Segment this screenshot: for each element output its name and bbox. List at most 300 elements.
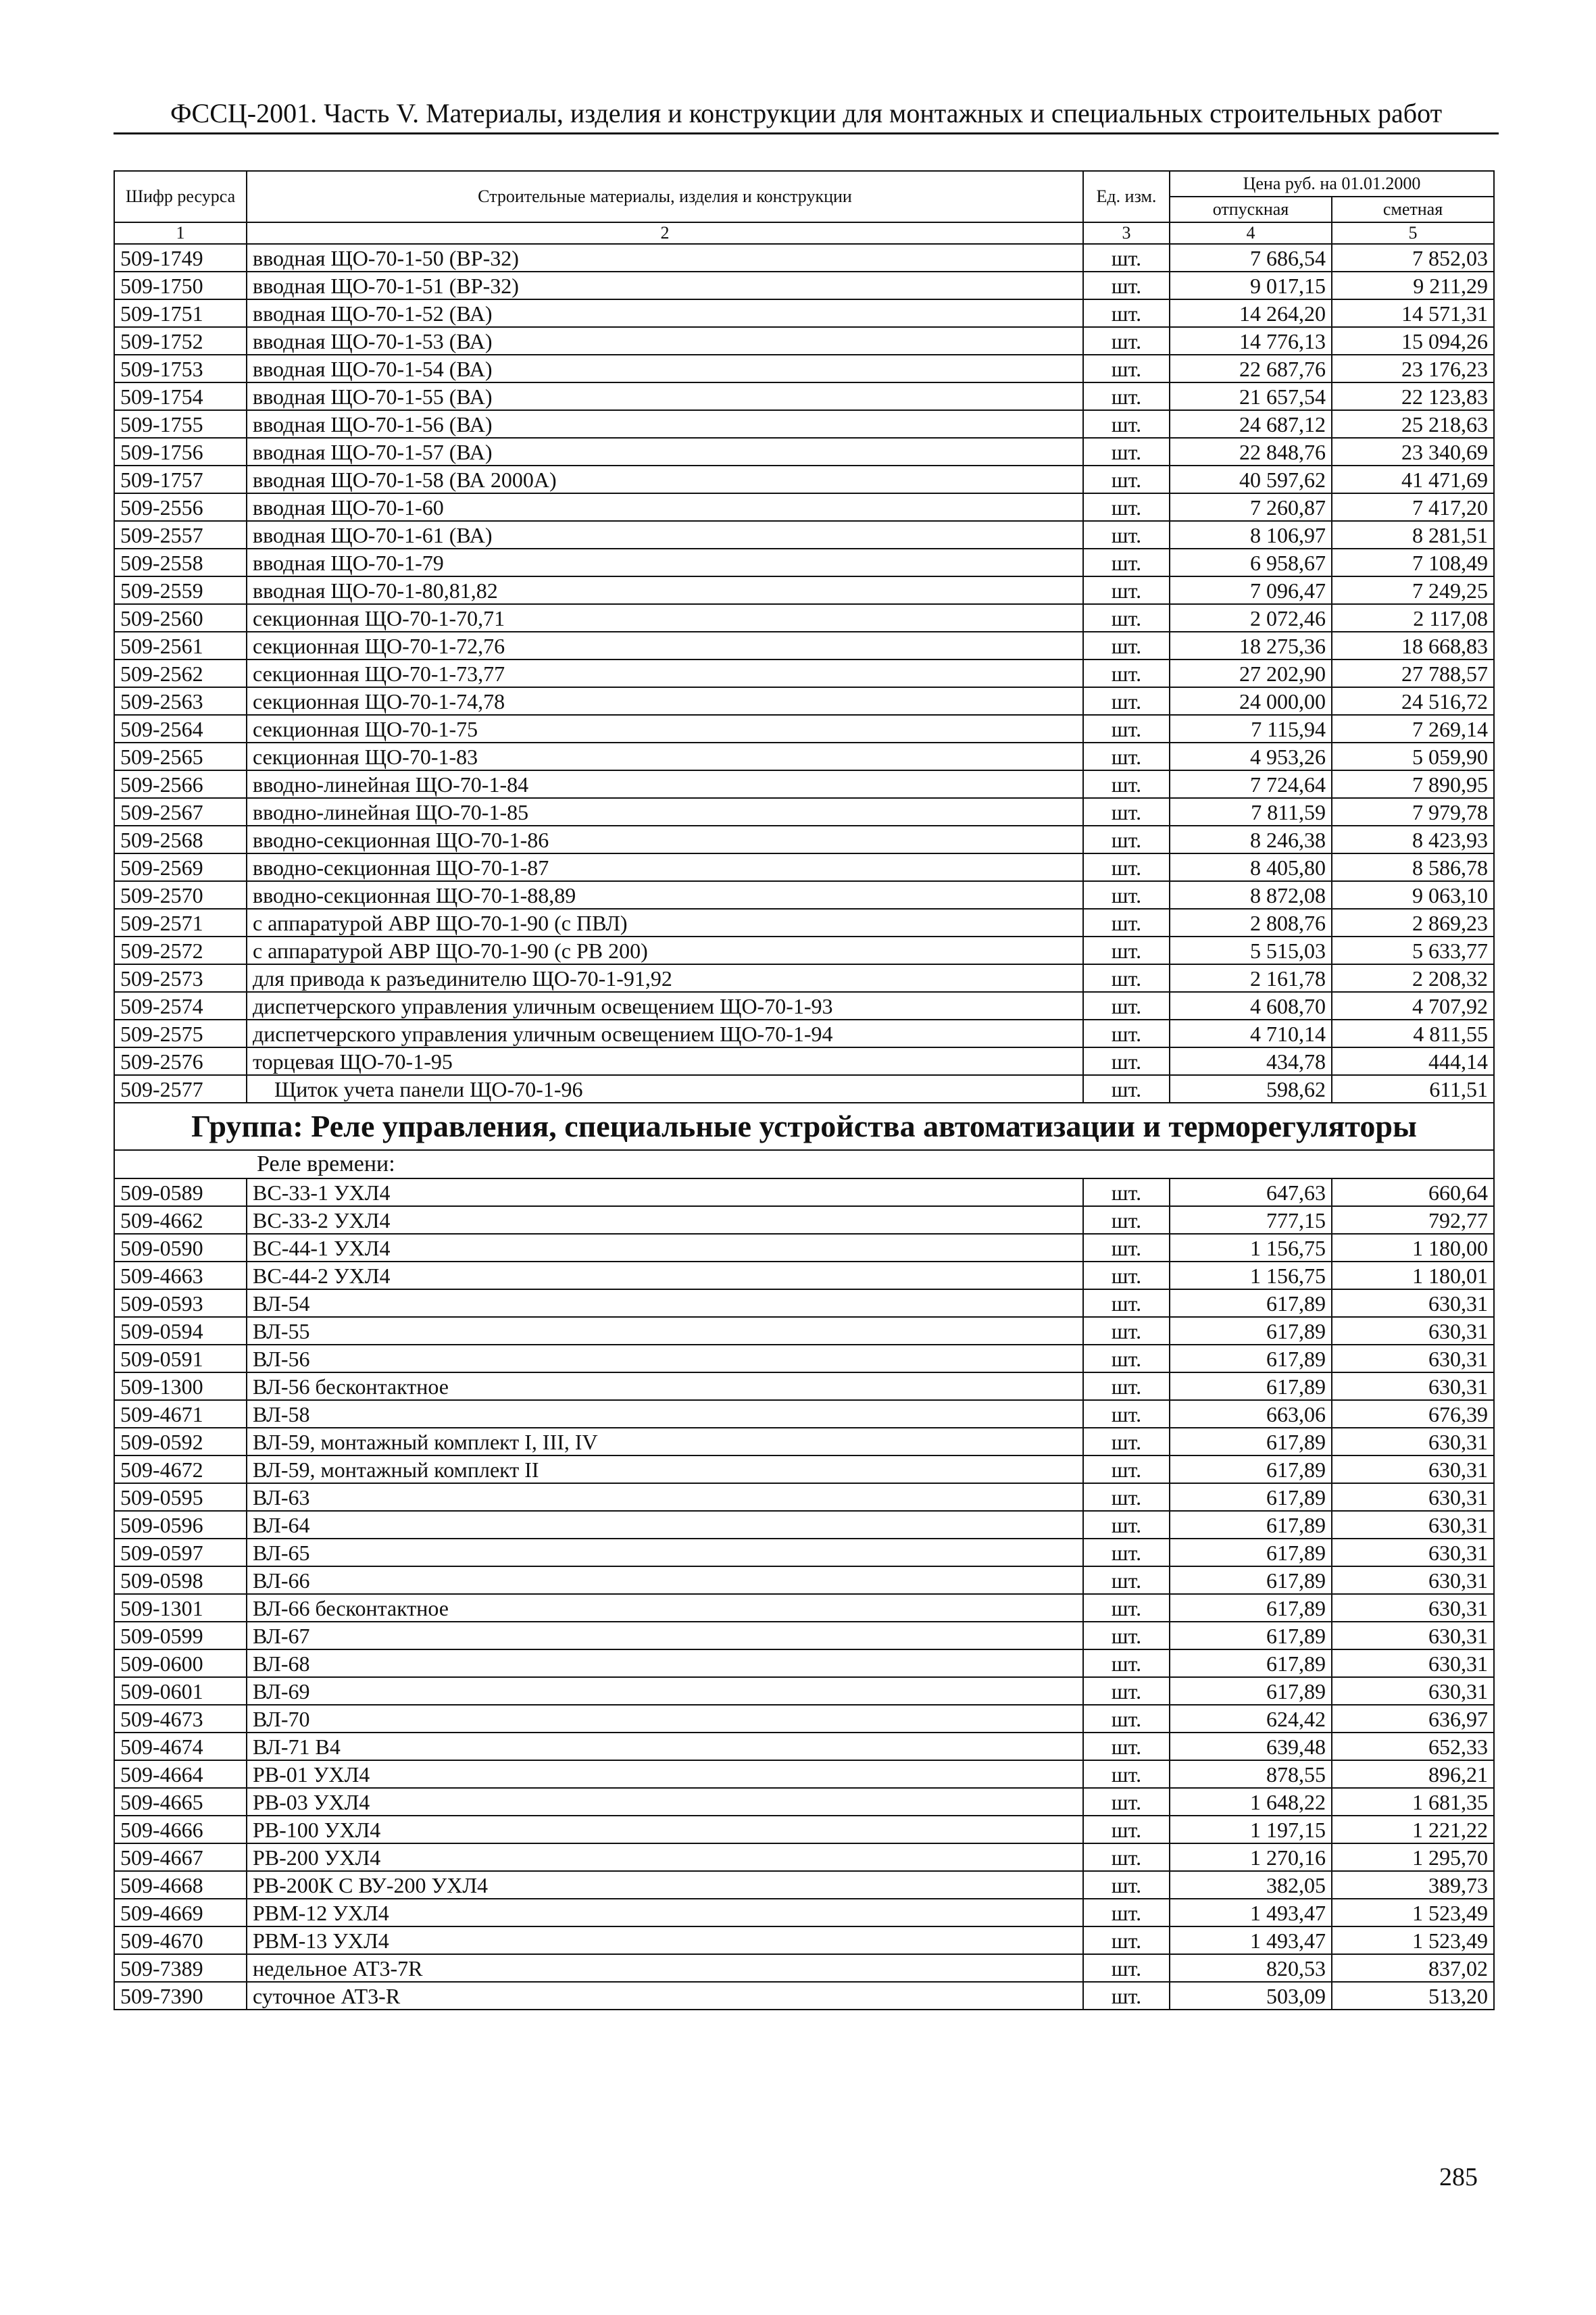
- cell-unit: шт.: [1083, 632, 1170, 659]
- cell-code: 509-0590: [114, 1234, 247, 1262]
- cell-name: вводная ЩО-70-1-60: [247, 493, 1083, 521]
- table-row: [114, 1483, 1494, 1511]
- table-row: [114, 659, 1494, 687]
- cell-estimate-price: 18 668,83: [1332, 632, 1494, 659]
- cell-release-price: 18 275,36: [1170, 632, 1332, 659]
- table-row: [114, 992, 1494, 1020]
- cell-code: 509-0596: [114, 1511, 247, 1539]
- cell-unit: шт.: [1083, 1622, 1170, 1649]
- cell-release-price: 2 161,78: [1170, 964, 1332, 992]
- cell-release-price: 9 017,15: [1170, 272, 1332, 299]
- cell-code: 509-1753: [114, 355, 247, 382]
- table-row: [114, 1262, 1494, 1289]
- cell-unit: шт.: [1083, 1075, 1170, 1103]
- cell-code: 509-4672: [114, 1455, 247, 1483]
- cell-unit: шт.: [1083, 1871, 1170, 1899]
- table-row: [114, 1733, 1494, 1760]
- cell-estimate-price: 2 208,32: [1332, 964, 1494, 992]
- table-row: [114, 1372, 1494, 1400]
- cell-code: 509-2560: [114, 604, 247, 632]
- col-unit-header: Ед. изм.: [1083, 171, 1170, 222]
- cell-code: 509-2557: [114, 521, 247, 549]
- col-price-header: Цена руб. на 01.01.2000: [1170, 171, 1494, 197]
- table-row: [114, 1345, 1494, 1372]
- cell-code: 509-7389: [114, 1954, 247, 1982]
- cell-release-price: 40 597,62: [1170, 466, 1332, 493]
- table-row: [114, 1400, 1494, 1428]
- cell-release-price: 1 270,16: [1170, 1843, 1332, 1871]
- cell-release-price: 1 156,75: [1170, 1234, 1332, 1262]
- cell-code: 509-0593: [114, 1289, 247, 1317]
- cell-name: ВЛ-56: [247, 1345, 1083, 1372]
- cell-estimate-price: 7 249,25: [1332, 576, 1494, 604]
- group-title: Группа: Реле управления, специальные устройства автоматизации и терморегуляторы: [114, 1103, 1494, 1150]
- cell-release-price: 624,42: [1170, 1705, 1332, 1733]
- cell-code: 509-2567: [114, 798, 247, 826]
- cell-estimate-price: 7 269,14: [1332, 715, 1494, 743]
- cell-release-price: 503,09: [1170, 1982, 1332, 2010]
- cell-unit: шт.: [1083, 549, 1170, 576]
- cell-unit: шт.: [1083, 1428, 1170, 1455]
- cell-release-price: 7 096,47: [1170, 576, 1332, 604]
- table-row: [114, 1705, 1494, 1733]
- col-estimate-header: сметная: [1332, 197, 1494, 222]
- cell-code: 509-2566: [114, 770, 247, 798]
- cell-name: вводная ЩО-70-1-57 (ВА): [247, 438, 1083, 466]
- cell-release-price: 6 958,67: [1170, 549, 1332, 576]
- cell-name: недельное АТ3-7R: [247, 1954, 1083, 1982]
- cell-release-price: 14 264,20: [1170, 299, 1332, 327]
- cell-estimate-price: 1 523,49: [1332, 1899, 1494, 1926]
- cell-name: РВ-200К С ВУ-200 УХЛ4: [247, 1871, 1083, 1899]
- cell-estimate-price: 630,31: [1332, 1455, 1494, 1483]
- cell-code: 509-2570: [114, 881, 247, 909]
- cell-name: ВЛ-59, монтажный комплект II: [247, 1455, 1083, 1483]
- cell-unit: шт.: [1083, 1926, 1170, 1954]
- cell-code: 509-4669: [114, 1899, 247, 1926]
- cell-release-price: 382,05: [1170, 1871, 1332, 1899]
- cell-name: вводная ЩО-70-1-51 (ВР-32): [247, 272, 1083, 299]
- cell-estimate-price: 630,31: [1332, 1622, 1494, 1649]
- cell-code: 509-2576: [114, 1047, 247, 1075]
- cell-release-price: 617,89: [1170, 1345, 1332, 1372]
- cell-name: ВЛ-63: [247, 1483, 1083, 1511]
- cell-unit: шт.: [1083, 1345, 1170, 1372]
- table-row: [114, 493, 1494, 521]
- col-release-header: отпускная: [1170, 197, 1332, 222]
- cell-unit: шт.: [1083, 355, 1170, 382]
- cell-code: 509-2573: [114, 964, 247, 992]
- cell-name: секционная ЩО-70-1-73,77: [247, 659, 1083, 687]
- table-row: [114, 964, 1494, 992]
- cell-unit: шт.: [1083, 1760, 1170, 1788]
- cell-release-price: 617,89: [1170, 1483, 1332, 1511]
- cell-release-price: 7 115,94: [1170, 715, 1332, 743]
- cell-release-price: 639,48: [1170, 1733, 1332, 1760]
- cell-unit: шт.: [1083, 743, 1170, 770]
- cell-code: 509-0599: [114, 1622, 247, 1649]
- cell-code: 509-1750: [114, 272, 247, 299]
- table-row: [114, 1594, 1494, 1622]
- cell-name: вводная ЩО-70-1-58 (ВА 2000А): [247, 466, 1083, 493]
- cell-unit: шт.: [1083, 576, 1170, 604]
- cell-unit: шт.: [1083, 327, 1170, 355]
- cell-unit: шт.: [1083, 826, 1170, 853]
- cell-unit: шт.: [1083, 964, 1170, 992]
- cell-name: вводно-линейная ЩО-70-1-85: [247, 798, 1083, 826]
- cell-estimate-price: 630,31: [1332, 1539, 1494, 1566]
- cell-release-price: 617,89: [1170, 1677, 1332, 1705]
- table-row: [114, 798, 1494, 826]
- cell-release-price: 14 776,13: [1170, 327, 1332, 355]
- cell-release-price: 617,89: [1170, 1289, 1332, 1317]
- cell-estimate-price: 389,73: [1332, 1871, 1494, 1899]
- table-row: [114, 1899, 1494, 1926]
- table-row: [114, 1289, 1494, 1317]
- cell-unit: шт.: [1083, 1733, 1170, 1760]
- cell-unit: шт.: [1083, 1372, 1170, 1400]
- cell-unit: шт.: [1083, 1455, 1170, 1483]
- table-row: [114, 937, 1494, 964]
- cell-estimate-price: 14 571,31: [1332, 299, 1494, 327]
- cell-release-price: 617,89: [1170, 1566, 1332, 1594]
- cell-unit: шт.: [1083, 1566, 1170, 1594]
- cell-code: 509-0594: [114, 1317, 247, 1345]
- cell-code: 509-4674: [114, 1733, 247, 1760]
- cell-name: вводно-секционная ЩО-70-1-87: [247, 853, 1083, 881]
- table-row: [114, 549, 1494, 576]
- table-row: [114, 743, 1494, 770]
- cell-estimate-price: 7 890,95: [1332, 770, 1494, 798]
- cell-code: 509-1752: [114, 327, 247, 355]
- cell-code: 509-4666: [114, 1816, 247, 1843]
- col-code-header: Шифр ресурса: [114, 171, 247, 222]
- cell-estimate-price: 636,97: [1332, 1705, 1494, 1733]
- cell-release-price: 1 493,47: [1170, 1899, 1332, 1926]
- cell-name: секционная ЩО-70-1-74,78: [247, 687, 1083, 715]
- table-row: [114, 1047, 1494, 1075]
- cell-estimate-price: 23 340,69: [1332, 438, 1494, 466]
- table-row: [114, 438, 1494, 466]
- table-row: [114, 382, 1494, 410]
- cell-code: 509-0589: [114, 1178, 247, 1206]
- cell-unit: шт.: [1083, 1899, 1170, 1926]
- table-row: [114, 1020, 1494, 1047]
- cell-unit: шт.: [1083, 299, 1170, 327]
- cell-release-price: 21 657,54: [1170, 382, 1332, 410]
- table-row: [114, 1760, 1494, 1788]
- cell-code: 509-2562: [114, 659, 247, 687]
- table-row: [114, 1234, 1494, 1262]
- cell-unit: шт.: [1083, 438, 1170, 466]
- table-row: [114, 1677, 1494, 1705]
- cell-estimate-price: 7 417,20: [1332, 493, 1494, 521]
- cell-estimate-price: 837,02: [1332, 1954, 1494, 1982]
- cell-name: диспетчерского управления уличным освещением ЩО-70-1-93: [247, 992, 1083, 1020]
- cell-unit: шт.: [1083, 1982, 1170, 2010]
- cell-estimate-price: 25 218,63: [1332, 410, 1494, 438]
- cell-code: 509-2574: [114, 992, 247, 1020]
- cell-estimate-price: 15 094,26: [1332, 327, 1494, 355]
- page-number: 285: [1439, 2163, 1478, 2191]
- cell-name: ВС-33-1 УХЛ4: [247, 1178, 1083, 1206]
- table-row: [114, 1539, 1494, 1566]
- cell-name: ВЛ-64: [247, 1511, 1083, 1539]
- col-number: 2: [247, 222, 1083, 244]
- table-row: [114, 1649, 1494, 1677]
- col-number: 5: [1332, 222, 1494, 244]
- cell-name: вводная ЩО-70-1-52 (ВА): [247, 299, 1083, 327]
- cell-release-price: 1 648,22: [1170, 1788, 1332, 1816]
- cell-name: РВ-200 УХЛ4: [247, 1843, 1083, 1871]
- cell-code: 509-2568: [114, 826, 247, 853]
- cell-code: 509-2559: [114, 576, 247, 604]
- cell-name: РВ-01 УХЛ4: [247, 1760, 1083, 1788]
- cell-estimate-price: 630,31: [1332, 1428, 1494, 1455]
- cell-estimate-price: 4 811,55: [1332, 1020, 1494, 1047]
- cell-release-price: 22 848,76: [1170, 438, 1332, 466]
- cell-code: 509-4663: [114, 1262, 247, 1289]
- cell-name: секционная ЩО-70-1-72,76: [247, 632, 1083, 659]
- cell-estimate-price: 24 516,72: [1332, 687, 1494, 715]
- table-row: [114, 1622, 1494, 1649]
- cell-estimate-price: 676,39: [1332, 1400, 1494, 1428]
- page-header: ФССЦ-2001. Часть V. Материалы, изделия и конструкции для монтажных и специальных строительных работ: [170, 98, 1443, 128]
- cell-estimate-price: 23 176,23: [1332, 355, 1494, 382]
- table-row: [114, 1075, 1494, 1103]
- cell-release-price: 8 106,97: [1170, 521, 1332, 549]
- cell-code: 509-2556: [114, 493, 247, 521]
- table-row: [114, 355, 1494, 382]
- cell-release-price: 617,89: [1170, 1511, 1332, 1539]
- cell-code: 509-2577: [114, 1075, 247, 1103]
- cell-code: 509-0595: [114, 1483, 247, 1511]
- table-row: [114, 1206, 1494, 1234]
- cell-code: 509-1756: [114, 438, 247, 466]
- cell-unit: шт.: [1083, 466, 1170, 493]
- cell-name: вводная ЩО-70-1-50 (ВР-32): [247, 244, 1083, 272]
- cell-name: вводная ЩО-70-1-54 (ВА): [247, 355, 1083, 382]
- cell-code: 509-4665: [114, 1788, 247, 1816]
- cell-estimate-price: 1 180,00: [1332, 1234, 1494, 1262]
- cell-estimate-price: 1 295,70: [1332, 1843, 1494, 1871]
- cell-unit: шт.: [1083, 1677, 1170, 1705]
- cell-release-price: 4 953,26: [1170, 743, 1332, 770]
- cell-unit: шт.: [1083, 1788, 1170, 1816]
- cell-code: 509-7390: [114, 1982, 247, 2010]
- cell-estimate-price: 9 063,10: [1332, 881, 1494, 909]
- table-row: [114, 327, 1494, 355]
- cell-name: РВМ-13 УХЛ4: [247, 1926, 1083, 1954]
- table-row: [114, 1317, 1494, 1345]
- cell-release-price: 2 072,46: [1170, 604, 1332, 632]
- table-row: [114, 909, 1494, 937]
- cell-name: РВ-100 УХЛ4: [247, 1816, 1083, 1843]
- cell-release-price: 617,89: [1170, 1594, 1332, 1622]
- cell-unit: шт.: [1083, 1020, 1170, 1047]
- cell-release-price: 27 202,90: [1170, 659, 1332, 687]
- cell-name: ВС-44-2 УХЛ4: [247, 1262, 1083, 1289]
- cell-estimate-price: 22 123,83: [1332, 382, 1494, 410]
- cell-unit: шт.: [1083, 410, 1170, 438]
- cell-name: вводная ЩО-70-1-79: [247, 549, 1083, 576]
- cell-code: 509-1749: [114, 244, 247, 272]
- cell-estimate-price: 652,33: [1332, 1733, 1494, 1760]
- cell-code: 509-0601: [114, 1677, 247, 1705]
- cell-release-price: 1 156,75: [1170, 1262, 1332, 1289]
- cell-name: с аппаратурой АВР ЩО-70-1-90 (с РВ 200): [247, 937, 1083, 964]
- cell-name: ВЛ-66 бесконтактное: [247, 1594, 1083, 1622]
- cell-name: ВС-44-1 УХЛ4: [247, 1234, 1083, 1262]
- table-row: [114, 826, 1494, 853]
- cell-estimate-price: 8 423,93: [1332, 826, 1494, 853]
- cell-release-price: 777,15: [1170, 1206, 1332, 1234]
- cell-unit: шт.: [1083, 1705, 1170, 1733]
- cell-unit: шт.: [1083, 1649, 1170, 1677]
- cell-code: 509-1300: [114, 1372, 247, 1400]
- cell-name: диспетчерского управления уличным освещением ЩО-70-1-94: [247, 1020, 1083, 1047]
- cell-unit: шт.: [1083, 521, 1170, 549]
- cell-name: ВЛ-70: [247, 1705, 1083, 1733]
- table-row: [114, 521, 1494, 549]
- cell-code: 509-0600: [114, 1649, 247, 1677]
- cell-name: ВЛ-55: [247, 1317, 1083, 1345]
- cell-name: Щиток учета панели ЩО-70-1-96: [247, 1075, 1083, 1103]
- cell-release-price: 617,89: [1170, 1428, 1332, 1455]
- cell-unit: шт.: [1083, 1206, 1170, 1234]
- cell-unit: шт.: [1083, 244, 1170, 272]
- cell-unit: шт.: [1083, 382, 1170, 410]
- table-row: [114, 244, 1494, 272]
- cell-name: вводная ЩО-70-1-56 (ВА): [247, 410, 1083, 438]
- price-table: [114, 170, 1495, 2010]
- cell-estimate-price: 896,21: [1332, 1760, 1494, 1788]
- table-row: [114, 1511, 1494, 1539]
- cell-name: РВМ-12 УХЛ4: [247, 1899, 1083, 1926]
- cell-name: ВЛ-66: [247, 1566, 1083, 1594]
- cell-name: ВЛ-54: [247, 1289, 1083, 1317]
- cell-unit: шт.: [1083, 1317, 1170, 1345]
- cell-name: ВЛ-58: [247, 1400, 1083, 1428]
- cell-code: 509-4662: [114, 1206, 247, 1234]
- cell-code: 509-1755: [114, 410, 247, 438]
- cell-name: ВЛ-71 В4: [247, 1733, 1083, 1760]
- table-row: [114, 466, 1494, 493]
- col-name-header: Строительные материалы, изделия и конструкции: [247, 171, 1083, 222]
- cell-release-price: 617,89: [1170, 1649, 1332, 1677]
- cell-code: 509-4667: [114, 1843, 247, 1871]
- cell-unit: шт.: [1083, 909, 1170, 937]
- cell-estimate-price: 630,31: [1332, 1317, 1494, 1345]
- cell-release-price: 878,55: [1170, 1760, 1332, 1788]
- cell-release-price: 1 197,15: [1170, 1816, 1332, 1843]
- cell-release-price: 7 811,59: [1170, 798, 1332, 826]
- cell-estimate-price: 4 707,92: [1332, 992, 1494, 1020]
- cell-name: с аппаратурой АВР ЩО-70-1-90 (с ПВЛ): [247, 909, 1083, 937]
- cell-unit: шт.: [1083, 1816, 1170, 1843]
- cell-name: вводно-секционная ЩО-70-1-86: [247, 826, 1083, 853]
- cell-unit: шт.: [1083, 1539, 1170, 1566]
- cell-estimate-price: 7 108,49: [1332, 549, 1494, 576]
- cell-code: 509-4673: [114, 1705, 247, 1733]
- table-row: [114, 853, 1494, 881]
- cell-unit: шт.: [1083, 1843, 1170, 1871]
- cell-name: ВЛ-69: [247, 1677, 1083, 1705]
- cell-release-price: 5 515,03: [1170, 937, 1332, 964]
- cell-unit: шт.: [1083, 992, 1170, 1020]
- cell-code: 509-2563: [114, 687, 247, 715]
- col-number: 3: [1083, 222, 1170, 244]
- cell-release-price: 4 608,70: [1170, 992, 1332, 1020]
- cell-estimate-price: 5 059,90: [1332, 743, 1494, 770]
- col-number: 1: [114, 222, 247, 244]
- cell-name: ВЛ-59, монтажный комплект I, III, IV: [247, 1428, 1083, 1455]
- table-row: [114, 1982, 1494, 2010]
- cell-unit: шт.: [1083, 853, 1170, 881]
- table-row: [114, 576, 1494, 604]
- cell-estimate-price: 8 281,51: [1332, 521, 1494, 549]
- cell-unit: шт.: [1083, 937, 1170, 964]
- table-row: [114, 272, 1494, 299]
- cell-release-price: 617,89: [1170, 1622, 1332, 1649]
- cell-release-price: 1 493,47: [1170, 1926, 1332, 1954]
- cell-release-price: 617,89: [1170, 1317, 1332, 1345]
- cell-release-price: 7 724,64: [1170, 770, 1332, 798]
- cell-estimate-price: 1 221,22: [1332, 1816, 1494, 1843]
- cell-name: ВЛ-68: [247, 1649, 1083, 1677]
- cell-unit: шт.: [1083, 1400, 1170, 1428]
- table-row: [114, 1926, 1494, 1954]
- cell-name: вводно-секционная ЩО-70-1-88,89: [247, 881, 1083, 909]
- header-rule: [114, 132, 1499, 134]
- table-row: [114, 299, 1494, 327]
- cell-estimate-price: 5 633,77: [1332, 937, 1494, 964]
- cell-unit: шт.: [1083, 1262, 1170, 1289]
- cell-code: 509-4668: [114, 1871, 247, 1899]
- cell-release-price: 8 246,38: [1170, 826, 1332, 853]
- cell-estimate-price: 630,31: [1332, 1289, 1494, 1317]
- table-group-section: [114, 1103, 1494, 1178]
- table-row: [114, 770, 1494, 798]
- cell-unit: шт.: [1083, 770, 1170, 798]
- table-row: [114, 1843, 1494, 1871]
- cell-name: торцевая ЩО-70-1-95: [247, 1047, 1083, 1075]
- cell-name: секционная ЩО-70-1-70,71: [247, 604, 1083, 632]
- cell-unit: шт.: [1083, 272, 1170, 299]
- cell-unit: шт.: [1083, 1047, 1170, 1075]
- cell-code: 509-0597: [114, 1539, 247, 1566]
- cell-code: 509-2572: [114, 937, 247, 964]
- cell-estimate-price: 792,77: [1332, 1206, 1494, 1234]
- table-body-panels: [114, 244, 1494, 1103]
- cell-code: 509-2561: [114, 632, 247, 659]
- cell-name: вводная ЩО-70-1-53 (ВА): [247, 327, 1083, 355]
- cell-estimate-price: 2 117,08: [1332, 604, 1494, 632]
- cell-estimate-price: 27 788,57: [1332, 659, 1494, 687]
- cell-name: вводная ЩО-70-1-61 (ВА): [247, 521, 1083, 549]
- cell-release-price: 8 872,08: [1170, 881, 1332, 909]
- cell-name: РВ-03 УХЛ4: [247, 1788, 1083, 1816]
- table-row: [114, 604, 1494, 632]
- cell-estimate-price: 1 681,35: [1332, 1788, 1494, 1816]
- cell-name: вводная ЩО-70-1-80,81,82: [247, 576, 1083, 604]
- cell-release-price: 22 687,76: [1170, 355, 1332, 382]
- cell-release-price: 617,89: [1170, 1455, 1332, 1483]
- cell-unit: шт.: [1083, 604, 1170, 632]
- table-row: [114, 1954, 1494, 1982]
- cell-code: 509-1751: [114, 299, 247, 327]
- cell-name: суточное АТ3-R: [247, 1982, 1083, 2010]
